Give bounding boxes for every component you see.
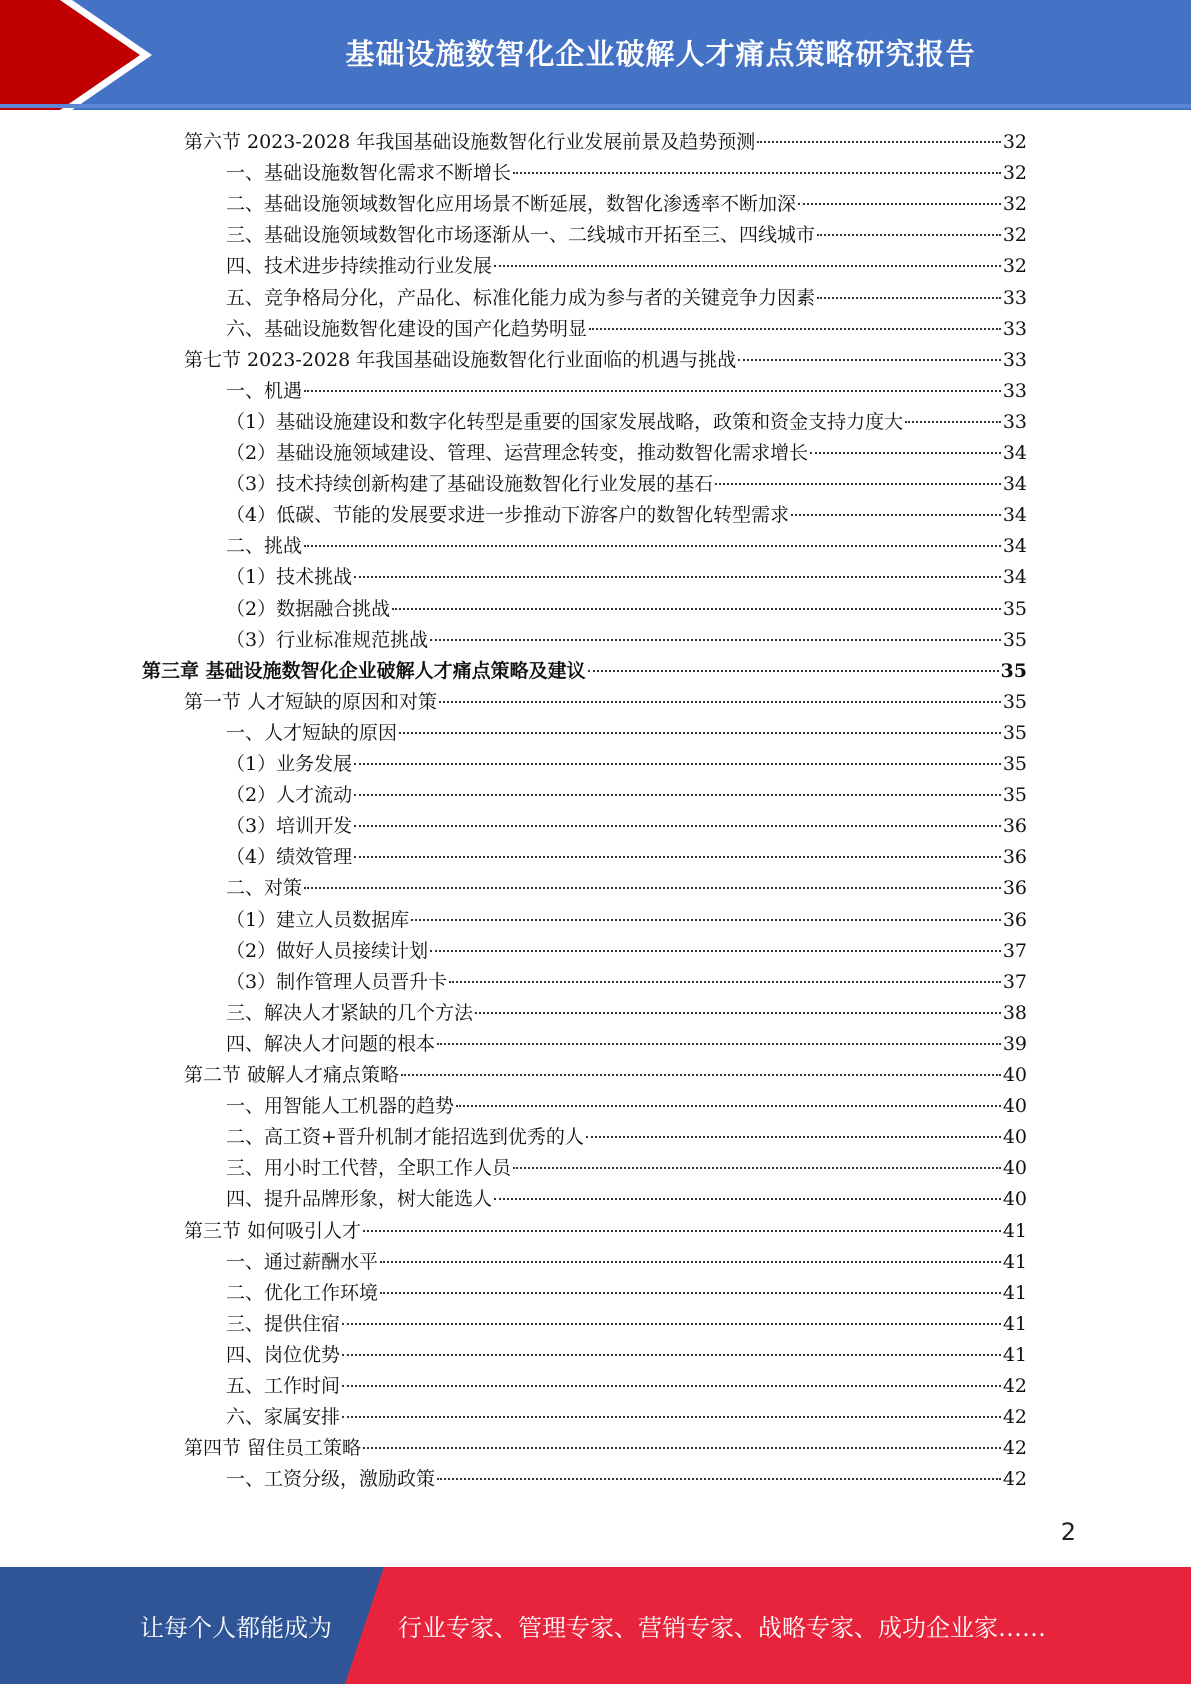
toc-entry-title: 一、人才短缺的原因 (226, 721, 398, 744)
toc-entry-title: （1）基础设施建设和数字化转型是重要的国家发展战略，政策和资金支持力度大 (226, 410, 904, 433)
toc-item-row[interactable] (226, 1153, 1027, 1184)
toc-item-row[interactable] (226, 376, 1027, 407)
toc-item-row[interactable] (226, 1184, 1027, 1215)
toc-entry-title: 一、工资分级，激励政策 (226, 1468, 436, 1491)
toc-dot-leader (449, 981, 1001, 983)
toc-item-row[interactable] (226, 998, 1027, 1029)
toc-dot-leader (817, 297, 1001, 299)
toc-dot-leader (392, 608, 1001, 610)
toc-entry-title: 第六节 2023-2028 年我国基础设施数智化行业发展前景及趋势预测 (184, 131, 756, 153)
toc-dot-leader (411, 919, 1001, 921)
toc-dot-leader (401, 1074, 1001, 1076)
toc-entry-title: （3）培训开发 (226, 815, 353, 838)
toc-item-row[interactable] (226, 531, 1027, 562)
toc-entry-page: 36 (1002, 877, 1027, 900)
toc-entry-page: 32 (1002, 255, 1027, 278)
toc-entry-title: 一、基础设施数智化需求不断增长 (226, 162, 512, 185)
toc-dot-leader (437, 1043, 1001, 1045)
toc-dot-leader (342, 1354, 1001, 1356)
toc-item-row[interactable] (226, 873, 1027, 904)
toc-dot-leader (430, 950, 1001, 952)
toc-entry-title: 二、基础设施领域数智化应用场景不断延展，数智化渗透率不断加深 (226, 193, 797, 216)
toc-dot-leader (354, 794, 1001, 796)
toc-entry-title: 第七节 2023-2028 年我国基础设施数智化行业面临的机遇与挑战 (184, 348, 737, 371)
toc-entry-title: 四、岗位优势 (226, 1343, 341, 1366)
toc-entry-title: 五、竞争格局分化，产品化、标准化能力成为参与者的关键竞争力因素 (226, 286, 816, 309)
toc-section-row[interactable] (184, 1060, 1027, 1091)
toc-section-row[interactable] (184, 127, 1027, 158)
toc-entry-page: 33 (1002, 317, 1027, 340)
toc-entry-page: 37 (1002, 970, 1027, 993)
toc-item-row[interactable] (226, 1371, 1027, 1402)
page-header (0, 0, 1191, 110)
toc-entry-page: 41 (1002, 1219, 1027, 1242)
toc-entry-page: 42 (1002, 1437, 1027, 1460)
toc-dot-leader (380, 1261, 1001, 1263)
toc-entry-page: 40 (1002, 1095, 1027, 1118)
toc-entry-title: （2）数据融合挑战 (226, 597, 391, 620)
toc-section-row[interactable] (184, 1433, 1027, 1464)
toc-entry-title: （1）建立人员数据库 (226, 908, 410, 931)
toc-dot-leader (475, 1012, 1001, 1014)
toc-item-row[interactable] (226, 905, 1027, 936)
toc-item-row[interactable] (226, 1278, 1027, 1309)
toc-dot-leader (354, 825, 1001, 827)
toc-entry-page: 40 (1002, 1126, 1027, 1149)
toc-item-row[interactable] (226, 220, 1027, 251)
toc-entry-page: 40 (1002, 1188, 1027, 1211)
toc-dot-leader (589, 328, 1001, 330)
footer-slogan-right: 行业专家、管理专家、营销专家、战略专家、成功企业家…… (398, 1614, 1046, 1642)
toc-item-row[interactable] (226, 562, 1027, 593)
toc-dot-leader (715, 483, 1001, 485)
toc-entry-page: 35 (1002, 721, 1027, 744)
toc-dot-leader (738, 359, 1001, 361)
page-number: 2 (1060, 1518, 1076, 1546)
toc-entry-page: 35 (1002, 753, 1027, 775)
toc-entry-title: 一、用智能人工机器的趋势 (226, 1095, 455, 1118)
toc-entry-page: 32 (1002, 131, 1027, 153)
toc-entry-title: 六、家属安排 (226, 1406, 341, 1429)
toc-entry-title: 四、技术进步持续推动行业发展 (226, 255, 493, 278)
toc-item-row[interactable] (226, 718, 1027, 749)
toc-entry-title: 三、提供住宿 (226, 1312, 341, 1335)
toc-entry-title: （2）做好人员接续计划 (226, 939, 429, 962)
toc-entry-page: 34 (1002, 504, 1027, 527)
header-arrow-decoration (0, 0, 160, 110)
toc-entry-page: 35 (1002, 784, 1027, 807)
toc-item-row[interactable] (226, 594, 1027, 625)
toc-item-row[interactable] (226, 1122, 1027, 1153)
toc-section-row[interactable] (184, 345, 1027, 376)
toc-entry-title: 二、高工资+晋升机制才能招选到优秀的人 (226, 1126, 584, 1149)
toc-entry-page: 42 (1002, 1375, 1027, 1397)
toc-dot-leader (354, 856, 1001, 858)
toc-dot-leader (363, 1230, 1001, 1232)
toc-entry-title: （3）制作管理人员晋升卡 (226, 970, 448, 993)
toc-item-row[interactable] (226, 407, 1027, 438)
toc-entry-title: （3）行业标准规范挑战 (226, 628, 429, 651)
toc-dot-leader (304, 390, 1001, 392)
toc-dot-leader (513, 1167, 1001, 1169)
document-title: 基础设施数智化企业破解人才痛点策略研究报告 (345, 36, 976, 71)
toc-entry-title: 第三章 基础设施数智化企业破解人才痛点策略及建议 (142, 659, 586, 682)
toc-dot-leader (757, 141, 1001, 143)
toc-item-row[interactable] (226, 967, 1027, 998)
toc-dot-leader (494, 265, 1001, 267)
toc-entry-page: 37 (1002, 939, 1027, 962)
toc-dot-leader (586, 1136, 1001, 1138)
toc-entry-title: 二、挑战 (226, 535, 303, 558)
toc-item-row[interactable] (226, 158, 1027, 189)
toc-dot-leader (513, 172, 1001, 174)
toc-dot-leader (342, 1323, 1001, 1325)
toc-entry-title: 一、通过薪酬水平 (226, 1250, 379, 1273)
toc-dot-leader (354, 576, 1001, 578)
toc-dot-leader (588, 670, 999, 672)
toc-entry-page: 38 (1002, 1001, 1027, 1024)
toc-entry-page: 41 (1002, 1343, 1027, 1366)
toc-entry-page: 40 (1002, 1157, 1027, 1180)
toc-entry-title: （2）人才流动 (226, 784, 353, 807)
toc-item-row[interactable] (226, 780, 1027, 811)
toc-entry-page: 33 (1002, 286, 1027, 309)
toc-item-row[interactable] (226, 1402, 1027, 1433)
toc-item-row[interactable] (226, 811, 1027, 842)
toc-item-row[interactable] (226, 842, 1027, 873)
toc-entry-page: 42 (1002, 1406, 1027, 1429)
toc-entry-title: 四、解决人才问题的根本 (226, 1032, 436, 1055)
toc-entry-page: 39 (1002, 1032, 1027, 1055)
toc-entry-title: 第三节 如何吸引人才 (184, 1219, 362, 1242)
toc-entry-page: 35 (1002, 628, 1027, 651)
toc-entry-page: 41 (1002, 1281, 1027, 1304)
toc-entry-page: 35 (1000, 659, 1027, 682)
toc-entry-page: 32 (1002, 224, 1027, 247)
toc-entry-page: 33 (1002, 348, 1027, 371)
toc-item-row[interactable] (226, 469, 1027, 500)
toc-entry-page: 40 (1002, 1064, 1027, 1086)
toc-entry-title: （1）技术挑战 (226, 566, 353, 589)
toc-dot-leader (810, 452, 1001, 454)
toc-dot-leader (380, 1292, 1001, 1294)
toc-dot-leader (430, 639, 1001, 641)
toc-item-row[interactable] (226, 1340, 1027, 1371)
toc-entry-page: 36 (1002, 908, 1027, 931)
toc-entry-title: 三、用小时工代替，全职工作人员 (226, 1157, 512, 1180)
toc-item-row[interactable] (226, 189, 1027, 220)
toc-dot-leader (304, 545, 1001, 547)
toc-entry-page: 33 (1002, 410, 1027, 433)
toc-item-row[interactable] (226, 936, 1027, 967)
toc-entry-page: 32 (1002, 162, 1027, 185)
footer-slogan-left: 让每个人都能成为 (140, 1614, 332, 1642)
toc-entry-title: 二、对策 (226, 877, 303, 900)
toc-section-row[interactable] (184, 1216, 1027, 1247)
toc-dot-leader (437, 1478, 1001, 1480)
toc-item-row[interactable] (226, 625, 1027, 656)
toc-entry-title: （2）基础设施领域建设、管理、运营理念转变，推动数智化需求增长 (226, 442, 809, 464)
toc-item-row[interactable] (226, 1091, 1027, 1122)
header-divider (0, 104, 1191, 108)
toc-entry-title: 三、解决人才紧缺的几个方法 (226, 1001, 474, 1024)
toc-entry-title: （4）低碳、节能的发展要求进一步推动下游客户的数智化转型需求 (226, 504, 790, 527)
toc-chapter-row[interactable] (142, 656, 1027, 687)
toc-item-row[interactable] (226, 749, 1027, 780)
toc-dot-leader (791, 514, 1001, 516)
toc-entry-title: 一、机遇 (226, 379, 303, 402)
toc-dot-leader (439, 701, 1001, 703)
toc-dot-leader (304, 887, 1001, 889)
toc-entry-title: 第一节 人才短缺的原因和对策 (184, 690, 438, 713)
page-footer (0, 1567, 1191, 1684)
toc-item-row[interactable] (226, 1247, 1027, 1278)
toc-dot-leader (342, 1385, 1001, 1387)
toc-entry-title: 三、基础设施领域数智化市场逐渐从一、二线城市开拓至三、四线城市 (226, 224, 816, 247)
toc-entry-title: 二、优化工作环境 (226, 1281, 379, 1304)
toc-entry-page: 34 (1002, 442, 1027, 464)
toc-entry-page: 34 (1002, 473, 1027, 496)
toc-dot-leader (905, 421, 1001, 423)
toc-dot-leader (399, 732, 1001, 734)
toc-entry-title: （1）业务发展 (226, 753, 353, 775)
toc-item-row[interactable] (226, 314, 1027, 345)
toc-entry-page: 34 (1002, 535, 1027, 558)
toc-dot-leader (798, 203, 1001, 205)
toc-dot-leader (494, 1198, 1001, 1200)
toc-dot-leader (363, 1447, 1001, 1449)
toc-entry-page: 32 (1002, 193, 1027, 216)
toc-entry-page: 34 (1002, 566, 1027, 589)
toc-entry-page: 41 (1002, 1312, 1027, 1335)
toc-entry-title: 五、工作时间 (226, 1375, 341, 1397)
toc-item-row[interactable] (226, 1309, 1027, 1340)
toc-entry-page: 42 (1002, 1468, 1027, 1491)
toc-entry-page: 33 (1002, 379, 1027, 402)
toc-dot-leader (817, 234, 1001, 236)
toc-entry-title: 第四节 留住员工策略 (184, 1437, 362, 1460)
toc-dot-leader (342, 1416, 1001, 1418)
toc-item-row[interactable] (226, 1029, 1027, 1060)
toc-dot-leader (354, 763, 1001, 765)
toc-entry-title: 四、提升品牌形象，树大能选人 (226, 1188, 493, 1211)
toc-entry-page: 35 (1002, 690, 1027, 713)
toc-item-row[interactable] (226, 1464, 1027, 1495)
toc-section-row[interactable] (184, 687, 1027, 718)
toc-item-row[interactable] (226, 438, 1027, 469)
toc-entry-title: （4）绩效管理 (226, 846, 353, 869)
toc-item-row[interactable] (226, 251, 1027, 282)
toc-entry-title: （3）技术持续创新构建了基础设施数智化行业发展的基石 (226, 473, 714, 496)
toc-entry-title: 第二节 破解人才痛点策略 (184, 1064, 400, 1086)
toc-entry-page: 36 (1002, 815, 1027, 838)
toc-entry-page: 35 (1002, 597, 1027, 620)
toc-dot-leader (456, 1105, 1001, 1107)
toc-entry-page: 41 (1002, 1250, 1027, 1273)
toc-item-row[interactable] (226, 500, 1027, 531)
toc-entry-page: 36 (1002, 846, 1027, 869)
toc-entry-title: 六、基础设施数智化建设的国产化趋势明显 (226, 317, 588, 340)
toc-item-row[interactable] (226, 283, 1027, 314)
